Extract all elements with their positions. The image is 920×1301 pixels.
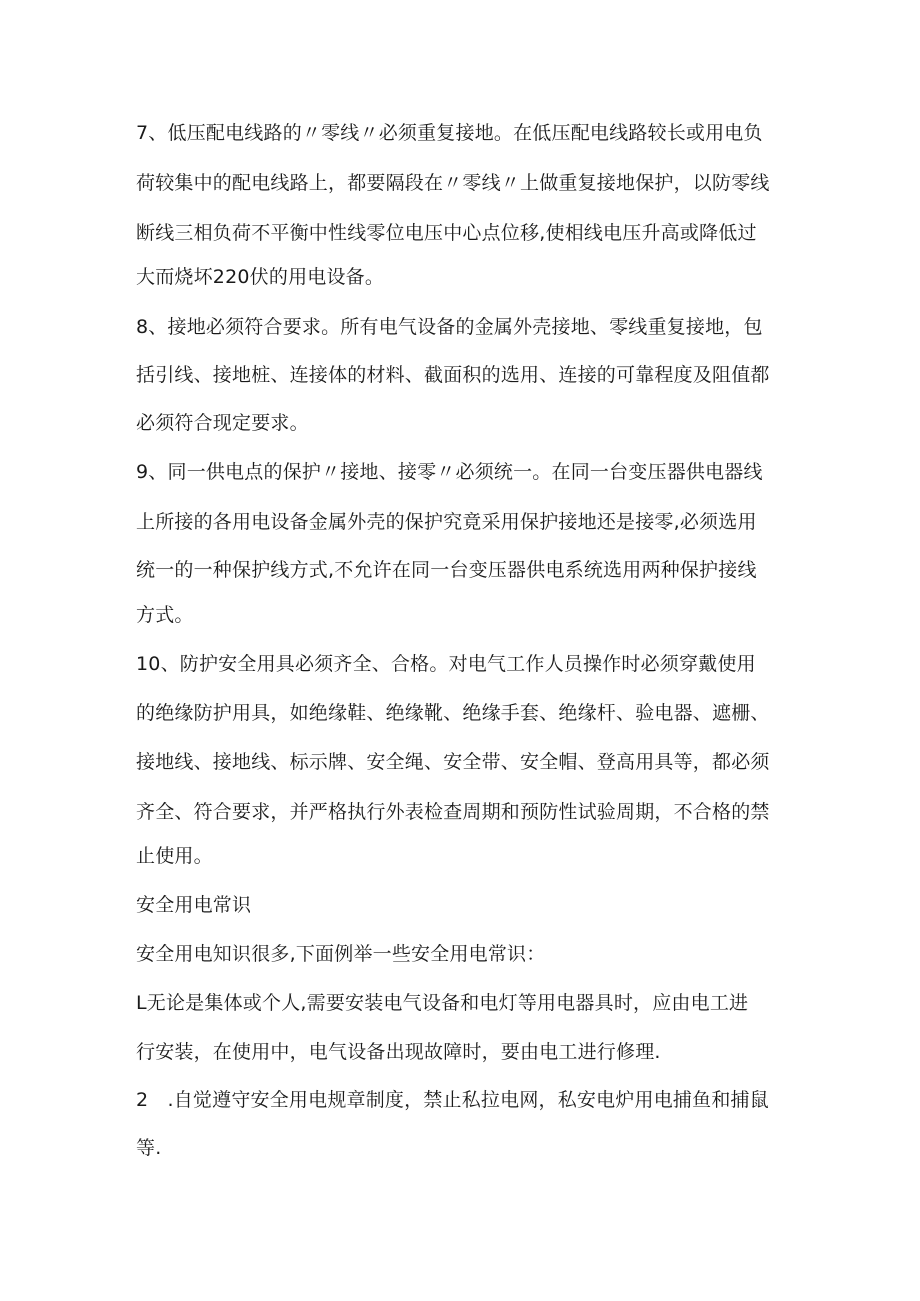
text-line: L无论是集体或个人,需要安装电气设备和电灯等用电器具时，应由电工进 <box>136 992 749 1014</box>
text-line: 大而烧坏220伏的用电设备。 <box>136 266 385 288</box>
text-line: 必须符合现定要求。 <box>136 412 309 434</box>
text-line: 齐全、符合要求，并严格执行外表检查周期和预防性试验周期，不合格的禁 <box>136 801 770 823</box>
text-line: 方式。 <box>136 604 194 626</box>
text-line: 断线三相负荷不平衡中性线零位电压中心点位移,使相线电压升高或降低过 <box>136 222 757 244</box>
text-line: 2 .自觉遵守安全用电规章制度，禁止私拉电网，私安电炉用电捕鱼和捕鼠 <box>136 1089 769 1111</box>
text-line: 括引线、接地桩、连接体的材料、截面积的选用、连接的可靠程度及阻值都 <box>136 364 770 386</box>
text-line: 9、同一供电点的保护〃接地、接零〃必须统一。在同一台变压器供电器线 <box>136 461 763 483</box>
text-line: 等. <box>136 1137 162 1159</box>
text-line: 10、防护安全用具必须齐全、合格。对电气工作人员操作时必须穿戴使用 <box>136 653 756 675</box>
text-line: 安全用电知识很多,下面例举一些安全用电常识： <box>136 943 546 965</box>
text-line: 止使用。 <box>136 845 213 867</box>
text-line: 的绝缘防护用具，如绝缘鞋、绝缘靴、绝缘手套、绝缘杆、验电器、遮栅、 <box>136 702 770 724</box>
text-line: 荷较集中的配电线路上，都要隔段在〃零线〃上做重复接地保护，以防零线 <box>136 172 770 194</box>
text-line: 8、接地必须符合要求。所有电气设备的金属外壳接地、零线重复接地，包 <box>136 316 763 338</box>
text-line: 接地线、接地线、标示牌、安全绳、安全带、安全帽、登高用具等，都必须 <box>136 751 770 773</box>
section-heading: 安全用电常识 <box>136 894 252 916</box>
text-line: 7、低压配电线路的〃零线〃必须重复接地。在低压配电线路较长或用电负 <box>136 122 763 144</box>
text-line: 行安装，在使用中，电气设备出现故障时，要由电工进行修理. <box>136 1041 661 1063</box>
text-line: 上所接的各用电设备金属外壳的保护究竟采用保护接地还是接零,必须选用 <box>136 511 757 533</box>
text-line: 统一的一种保护线方式,不允许在同一台变压器供电系统选用两种保护接线 <box>136 559 757 581</box>
